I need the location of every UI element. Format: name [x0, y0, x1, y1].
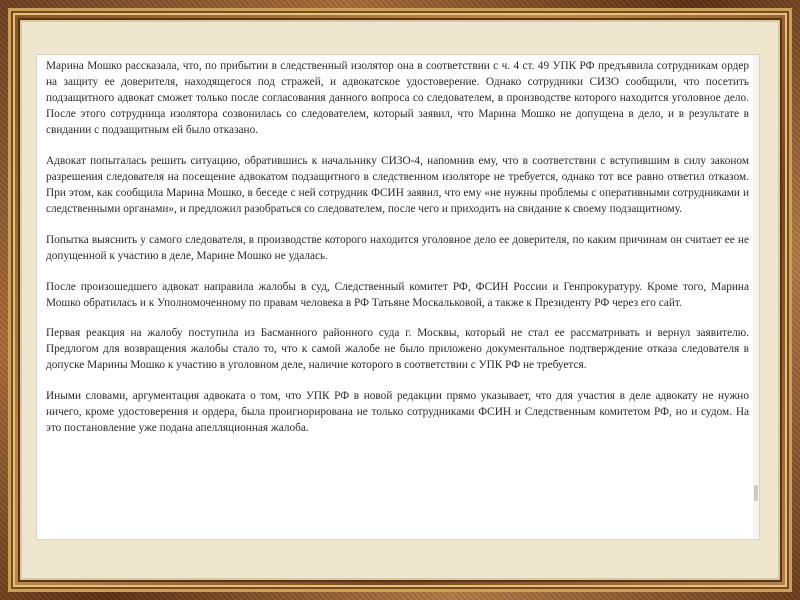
paragraph-4: После произошедшего адвокат направила жалобы в суд, Следственный комитет РФ, ФСИН России и Генпрокуратуру. Кроме того, Марина Мошко обратилась и к Уполномоченному по правам человека в РФ Татьяне Москальковой, а также к Президенту РФ через его сайт.: [46, 280, 749, 309]
paragraph-1: Марина Мошко рассказала, что, по прибытии в следственный изолятор она в соответствии с ч. 4 ст. 49 УПК РФ предъявила сотрудникам ордер на защиту ее доверителя, находящегося под стражей, и адвокатское удостоверение. Однако сотрудники СИЗО сообщили, что посетить подзащитного адвокат сможет только после согласования данного вопроса со следователем, в производстве которого находится уголовное дело. После этого сотрудница изолятора созвонилась со следователем, который заявил, что Марина Мошко не допущена в дело, и в результате в свидании с подзащитным ей было отказано.: [46, 60, 749, 137]
article-text: [46, 58, 749, 451]
paragraph-5: Первая реакция на жалобу поступила из Басманного районного суда г. Москвы, который не стал ее рассматривать и вернул заявителю. Предлогом для возвращения жалобы стало то, что к самой жалобе не было приложено документальное подтверждение отказа следователя в допуске Марины Мошко к участию в уголовном деле, наличие которого в соответствии с УПК РФ не требуется.: [46, 327, 749, 372]
scrollbar-thumb[interactable]: [754, 485, 758, 501]
document-page: [37, 55, 759, 539]
paragraph-6: Иными словами, аргументация адвоката о том, что УПК РФ в новой редакции прямо указывает, что для участия в деле адвокату не нужно ничего, кроме удостоверения и ордера, была проигнорирована не только сотрудниками ФСИН и Следственным комитетом РФ, но и судом. На это постановление уже подана апелляционная жалоба.: [46, 390, 749, 435]
paragraph-3: Попытка выяснить у самого следователя, в производстве которого находится уголовное дело ее доверителя, по каким причинам он считает ее не допущенной к участию в деле, Марине Мошко не удалась.: [46, 233, 749, 262]
scrollbar[interactable]: [753, 55, 759, 539]
paragraph-2: Адвокат попыталась решить ситуацию, обратившись к начальнику СИЗО-4, напомнив ему, что в соответствии с вступившим в силу законом разрешения следователя на посещение адвокатом подзащитного в следственном изоляторе не требуется, однако тот все равно ответил отказом. При этом, как сообщила Марина Мошко, в беседе с ней сотрудник ФСИН заявил, что ему «не нужны проблемы с оперативными сотрудниками и следственными органами», и предложил разобраться со следователем, после чего и приходить на свидание к своему подзащитному.: [46, 154, 749, 216]
